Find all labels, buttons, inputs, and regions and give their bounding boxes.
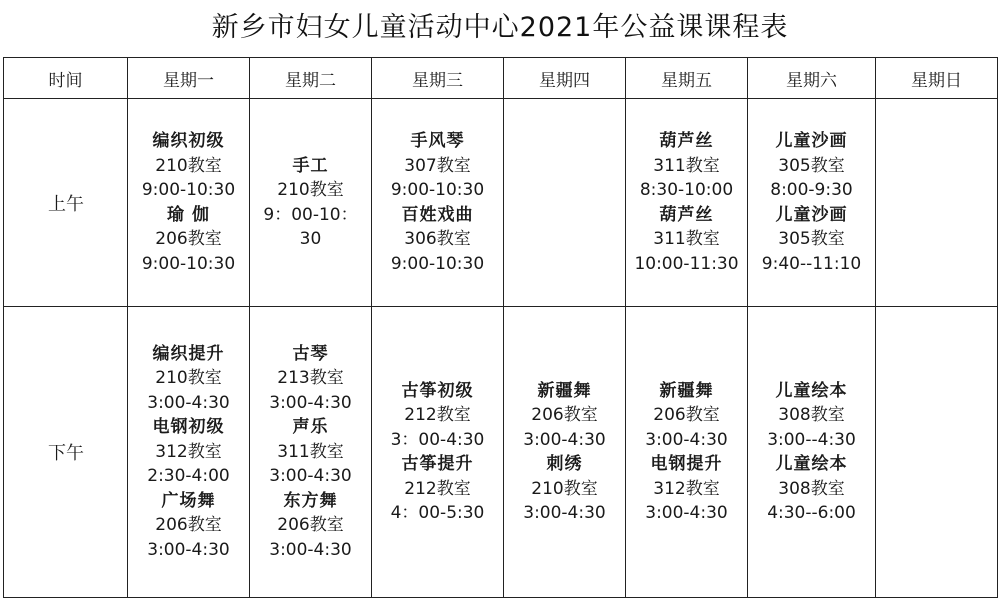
course-name: 百姓戏曲	[401, 204, 474, 225]
header-monday: 星期一	[128, 58, 250, 99]
course-room: 210教室	[155, 155, 222, 176]
course-time: 3:00-4:30	[645, 503, 728, 523]
cell-saturday	[748, 99, 876, 307]
course-room: 210教室	[155, 368, 222, 389]
course-list	[128, 342, 249, 563]
course-name: 手工	[292, 155, 329, 176]
header-sunday: 星期日	[876, 58, 998, 99]
course-time: 8:30-10:00	[639, 180, 734, 200]
course-room: 213教室	[277, 368, 344, 389]
course-name: 葫芦丝	[659, 131, 714, 151]
course-name: 古筝提升	[401, 454, 474, 474]
course-time: 4：00-5:30	[390, 503, 485, 523]
course-time: 9:00-10:30	[390, 253, 485, 274]
course-time: 9:00-10:30	[390, 180, 485, 200]
course-list	[626, 129, 747, 276]
course-room: 206教室	[155, 229, 222, 249]
course-name: 儿童绘本	[775, 454, 848, 474]
course-list	[250, 154, 371, 252]
course-room: 206教室	[155, 515, 222, 536]
course-room: 210教室	[277, 180, 344, 200]
cell-tuesday	[250, 99, 372, 307]
course-room: 306教室	[404, 229, 471, 249]
course-name: 编织提升	[152, 343, 225, 364]
course-time: 3:00--4:30	[767, 429, 856, 450]
morning-row	[4, 99, 998, 307]
course-room: 206教室	[277, 515, 344, 536]
course-name: 儿童沙画	[775, 204, 848, 225]
course-room: 311教室	[277, 441, 344, 462]
course-time: 3:00-4:30	[523, 503, 606, 523]
course-time: 3:00-4:30	[269, 466, 352, 487]
course-list	[748, 129, 875, 276]
course-time-continued: 30	[299, 229, 322, 249]
header-wednesday: 星期三	[372, 58, 504, 99]
header-row	[4, 58, 998, 99]
course-room: 210教室	[531, 478, 598, 499]
cell-thursday	[504, 307, 626, 598]
course-name: 编织初级	[152, 131, 225, 151]
course-time: 3：00-4:30	[390, 429, 485, 450]
course-list	[128, 129, 249, 276]
course-room: 308教室	[778, 478, 845, 499]
header-saturday: 星期六	[748, 58, 876, 99]
course-time: 3:00-4:30	[523, 429, 606, 450]
cell-monday	[128, 307, 250, 598]
course-time: 3:00-4:30	[645, 429, 728, 450]
course-time: 2:30-4:00	[147, 466, 230, 487]
course-room: 308教室	[778, 405, 845, 425]
cell-friday	[626, 99, 748, 307]
course-room: 307教室	[404, 155, 471, 176]
cell-sunday	[876, 307, 998, 598]
course-name: 儿童沙画	[775, 131, 848, 151]
course-room: 206教室	[531, 405, 598, 425]
afternoon-row	[4, 307, 998, 598]
course-room: 311教室	[653, 229, 720, 249]
course-name: 古筝初级	[401, 380, 474, 401]
header-friday: 星期五	[626, 58, 748, 99]
course-name: 声乐	[292, 417, 329, 438]
course-time: 3:00-4:30	[269, 392, 352, 413]
course-room: 212教室	[404, 405, 471, 425]
course-room: 312教室	[155, 441, 222, 462]
course-room: 206教室	[653, 405, 720, 425]
header-time: 时间	[4, 58, 128, 99]
course-name: 瑜 伽	[167, 204, 210, 225]
course-name: 刺绣	[546, 454, 583, 474]
cell-sunday	[876, 99, 998, 307]
course-time: 9：00-10：	[263, 204, 358, 225]
course-name: 新疆舞	[659, 380, 714, 401]
course-time: 4:30--6:00	[767, 503, 856, 523]
course-list	[626, 379, 747, 526]
course-room: 305教室	[778, 155, 845, 176]
course-list	[372, 379, 503, 526]
course-list	[748, 379, 875, 526]
page-title: 新乡市妇女儿童活动中心2021年公益课课程表	[211, 12, 789, 43]
course-name: 新疆舞	[537, 380, 592, 401]
course-schedule-table	[3, 57, 998, 598]
course-time: 9:40--11:10	[761, 253, 862, 274]
cell-monday	[128, 99, 250, 307]
course-name: 手风琴	[410, 131, 465, 151]
course-list	[504, 379, 625, 526]
cell-friday	[626, 307, 748, 598]
cell-thursday	[504, 99, 626, 307]
course-name: 葫芦丝	[659, 204, 714, 225]
course-time: 9:00-10:30	[141, 253, 236, 274]
period-label: 上午	[4, 99, 128, 307]
course-room: 312教室	[653, 478, 720, 499]
course-list	[372, 129, 503, 276]
cell-wednesday	[372, 307, 504, 598]
course-time: 3:00-4:30	[147, 539, 230, 560]
period-label: 下午	[4, 307, 128, 598]
course-name: 东方舞	[283, 490, 338, 511]
course-time: 10:00-11:30	[634, 253, 739, 274]
header-tuesday: 星期二	[250, 58, 372, 99]
course-time: 3:00-4:30	[147, 392, 230, 413]
course-time: 9:00-10:30	[141, 180, 236, 200]
course-room: 305教室	[778, 229, 845, 249]
course-name: 广场舞	[161, 490, 216, 511]
cell-tuesday	[250, 307, 372, 598]
course-list	[250, 342, 371, 563]
course-name: 电钢初级	[152, 417, 225, 438]
course-time: 8:00-9:30	[770, 180, 853, 200]
course-room: 212教室	[404, 478, 471, 499]
course-time: 3:00-4:30	[269, 539, 352, 560]
course-name: 电钢提升	[650, 454, 723, 474]
cell-wednesday	[372, 99, 504, 307]
course-room: 311教室	[653, 155, 720, 176]
cell-saturday	[748, 307, 876, 598]
header-thursday: 星期四	[504, 58, 626, 99]
course-name: 古琴	[292, 343, 329, 364]
course-name: 儿童绘本	[775, 380, 848, 401]
